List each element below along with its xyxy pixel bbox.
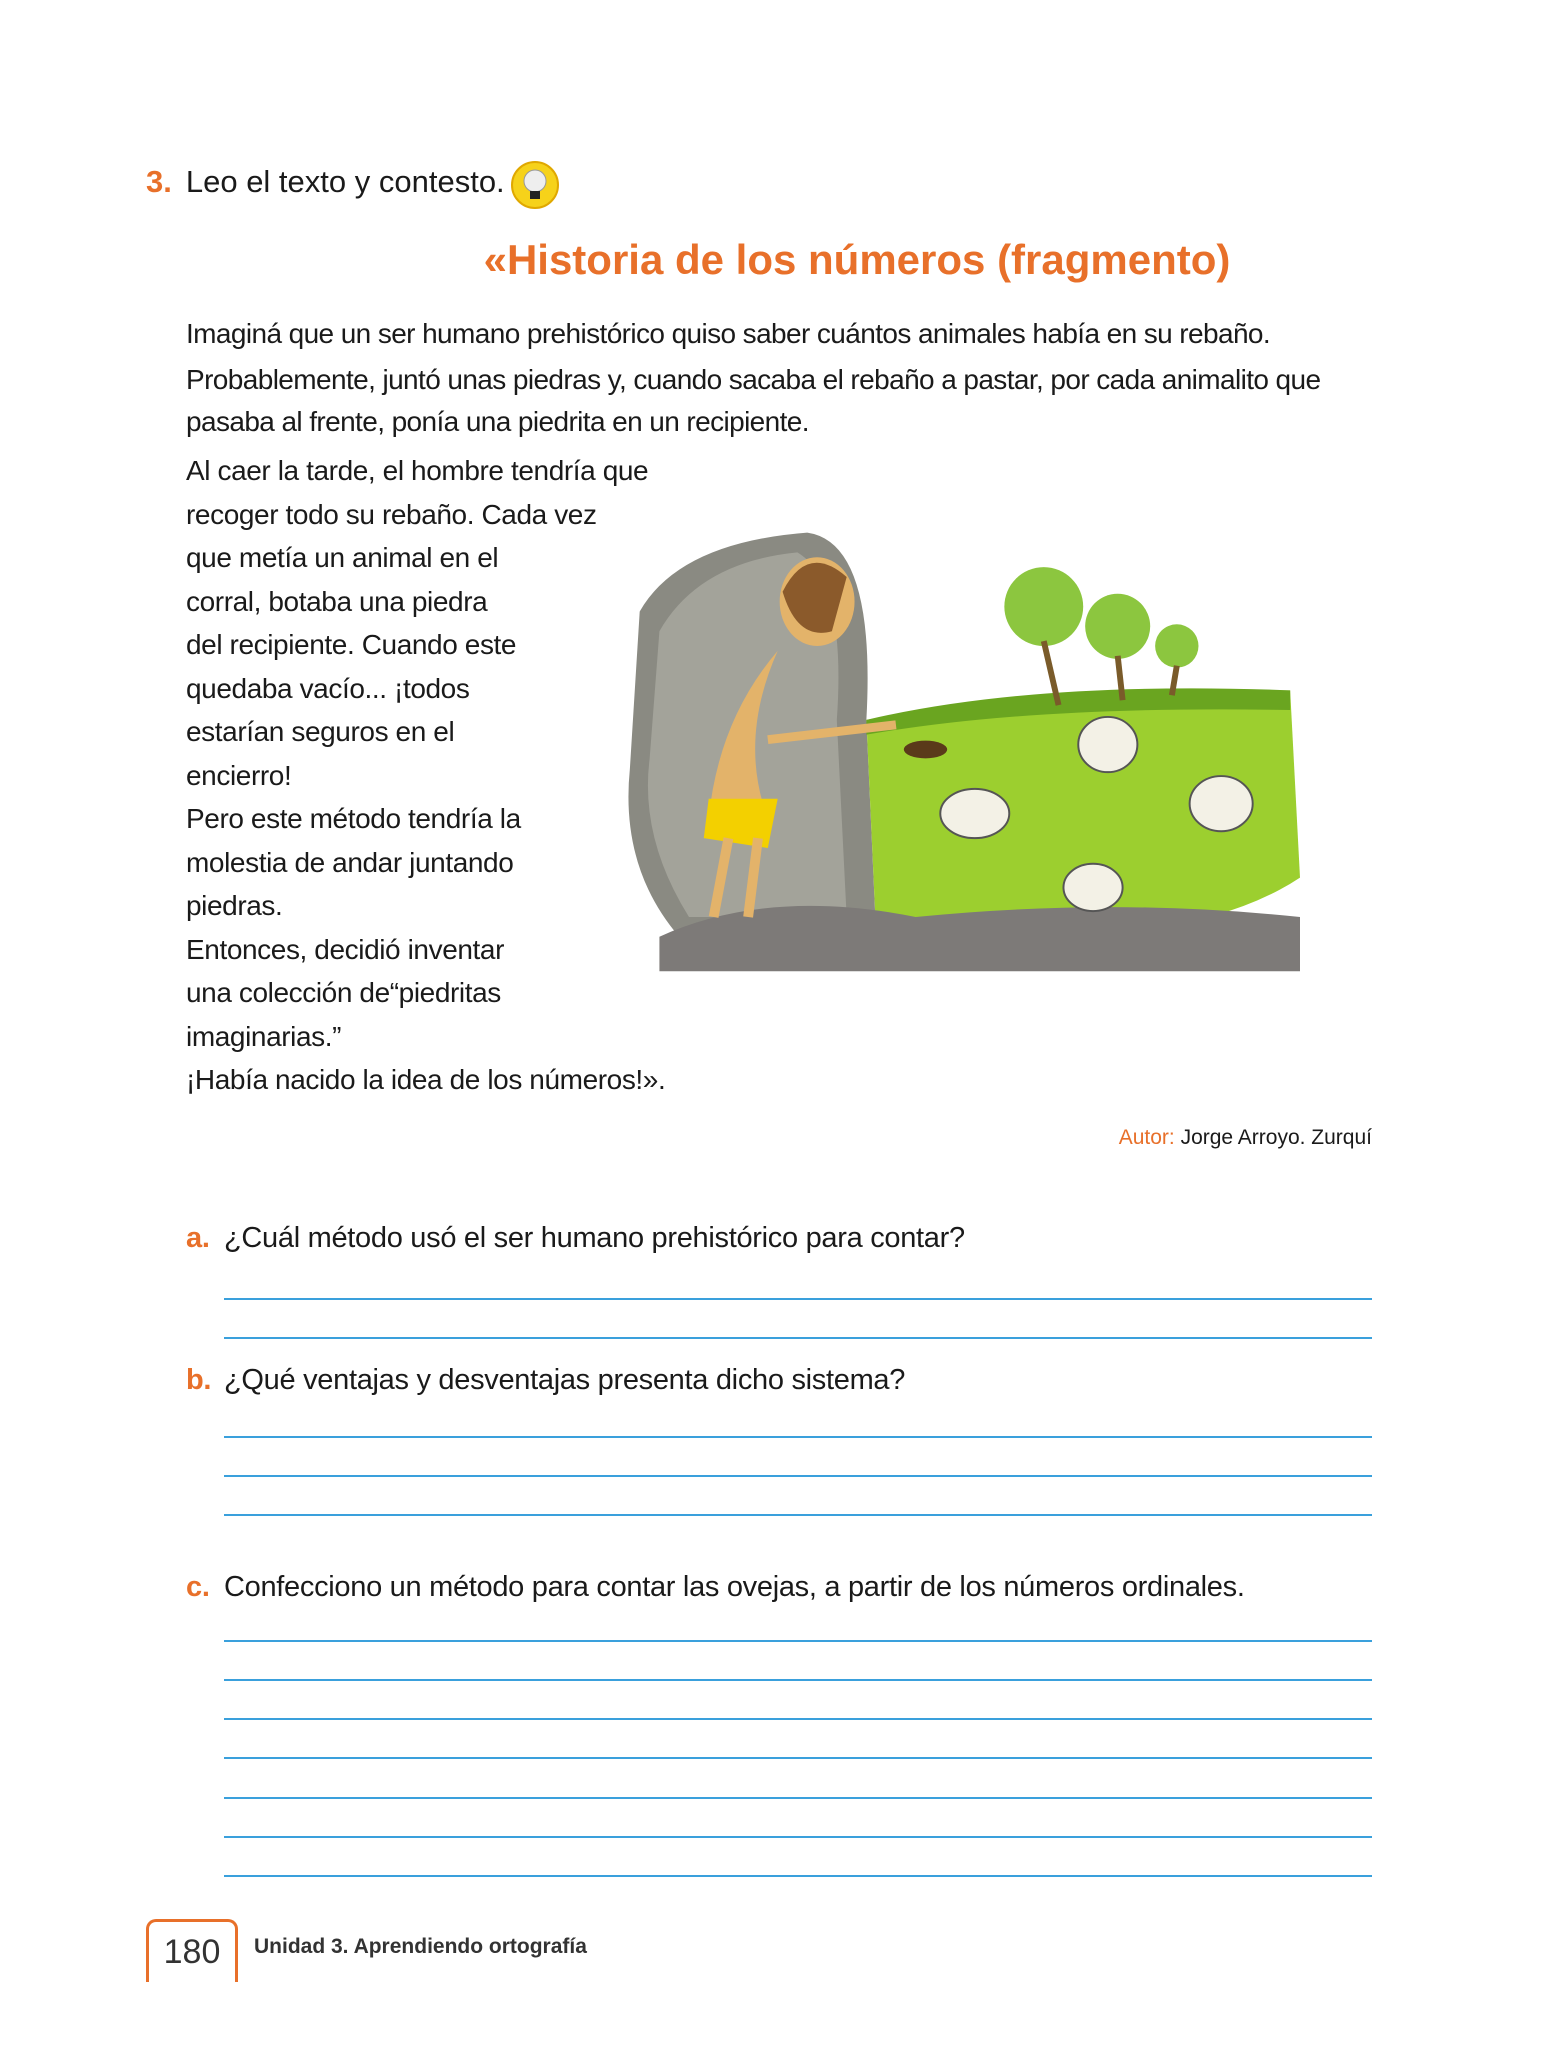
side-text-line: encierro! — [186, 759, 292, 791]
question-text: Confecciono un método para contar las ovejas, a partir de los números ordinales. — [224, 1571, 1245, 1603]
side-text-line: estarían seguros en el — [186, 716, 455, 747]
exercise-number: 3. — [146, 164, 172, 199]
answer-line[interactable] — [224, 1475, 1372, 1477]
intro-line: Probablemente, juntó unas piedras y, cuando sacaba el rebaño a pastar, por cada animalito que — [186, 364, 1321, 395]
side-text-line: que metía un animal en el — [186, 542, 499, 573]
answer-line[interactable] — [224, 1718, 1372, 1720]
side-text-line: Al caer la tarde, el hombre tendría que — [186, 455, 649, 486]
author-credit — [1119, 1126, 1372, 1150]
side-text-line: imaginarias.” — [186, 1020, 342, 1052]
page-number: 180 — [146, 1919, 238, 1982]
answer-line[interactable] — [224, 1298, 1372, 1300]
answer-line[interactable] — [224, 1640, 1372, 1642]
answer-line[interactable] — [224, 1836, 1372, 1838]
answer-line[interactable] — [224, 1436, 1372, 1438]
lightbulb-icon — [510, 160, 560, 210]
side-text-line: Entonces, decidió inventar — [186, 933, 505, 965]
intro-line: Imaginá que un ser humano prehistórico quiso saber cuántos animales había en su rebaño. — [186, 318, 1271, 349]
exercise-instruction — [146, 164, 505, 200]
instruction-text: Leo el texto y contesto. — [185, 164, 505, 199]
answer-line[interactable] — [224, 1514, 1372, 1516]
side-text-line: Pero este método tendría la — [186, 803, 521, 834]
question-letter: b. — [186, 1364, 212, 1396]
answer-line[interactable] — [224, 1797, 1372, 1799]
side-text — [186, 449, 686, 1102]
question-a — [186, 1222, 965, 1255]
side-text-line: del recipiente. Cuando este — [186, 629, 517, 660]
question-text: ¿Qué ventajas y desventajas presenta dicho sistema? — [224, 1364, 906, 1396]
question-c — [186, 1571, 1245, 1604]
unit-title: Unidad 3. Aprendiendo ortografía — [254, 1935, 587, 1958]
answer-line[interactable] — [224, 1337, 1372, 1339]
answer-line[interactable] — [224, 1875, 1372, 1877]
reading-title: «Historia de los números (fragmento) — [483, 236, 1231, 283]
question-letter: a. — [186, 1222, 210, 1254]
side-text-line: ¡Había nacido la idea de los números!». — [186, 1064, 666, 1095]
author-label: Autor: — [1118, 1126, 1175, 1149]
intro-paragraph — [186, 312, 1526, 444]
caveman-sheep-illustration — [620, 522, 1300, 972]
question-text: ¿Cuál método usó el ser humano prehistórico para contar? — [224, 1222, 965, 1254]
author-name: Jorge Arroyo. Zurquí — [1180, 1126, 1372, 1149]
side-text-line: molestia de andar juntando — [186, 846, 514, 878]
answer-line[interactable] — [224, 1679, 1372, 1681]
side-text-line: recoger todo su rebaño. Cada vez — [186, 498, 597, 530]
question-letter: c. — [186, 1571, 210, 1603]
question-b — [186, 1364, 905, 1397]
side-text-line: quedaba vacío... ¡todos — [186, 672, 470, 704]
side-text-line: una colección de“piedritas — [186, 977, 501, 1008]
answer-line[interactable] — [224, 1757, 1372, 1759]
side-text-line: piedras. — [186, 890, 283, 921]
intro-line: pasaba al frente, ponía una piedrita en un recipiente. — [186, 406, 809, 437]
side-text-line: corral, botaba una piedra — [186, 585, 488, 617]
